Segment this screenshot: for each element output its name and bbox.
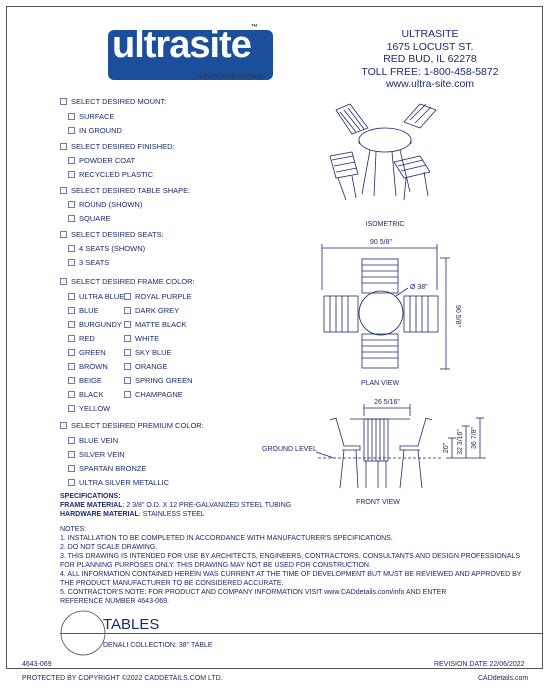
logo-tm: ™ bbox=[250, 24, 257, 31]
logo-word-ultra: ultra bbox=[112, 24, 190, 66]
color-beige[interactable]: BEIGE bbox=[68, 376, 102, 385]
option-square[interactable]: SQUARE bbox=[68, 214, 111, 223]
notes-header: NOTES: bbox=[60, 526, 87, 533]
color-white[interactable]: WHITE bbox=[124, 334, 159, 343]
color-orange[interactable]: ORANGE bbox=[124, 362, 168, 371]
specs-header: SPECIFICATIONS: bbox=[60, 493, 121, 500]
company-web[interactable]: www.ultra-site.com bbox=[385, 78, 475, 90]
option-powder-coat[interactable]: POWDER COAT bbox=[68, 156, 135, 165]
plan-view-label: PLAN VIEW bbox=[360, 380, 400, 387]
frame-color-header[interactable]: SELECT DESIRED FRAME COLOR: bbox=[60, 277, 195, 286]
isometric-label: ISOMETRIC bbox=[365, 221, 405, 228]
spec-hardware: HARDWARE MATERIAL: STAINLESS STEEL bbox=[60, 511, 205, 518]
plan-diameter-dim: Ø 38" bbox=[410, 284, 428, 291]
ground-level-label: GROUND LEVEL bbox=[262, 446, 317, 453]
caddetails-link[interactable]: CADdetails.com bbox=[478, 675, 529, 682]
color-black[interactable]: BLACK bbox=[68, 390, 104, 399]
mount-header[interactable]: SELECT DESIRED MOUNT: bbox=[60, 97, 166, 106]
front-height-20: 20" bbox=[443, 442, 450, 454]
premium-ultra-silver-metallic[interactable]: ULTRA SILVER METALLIC bbox=[68, 478, 169, 487]
option-in-ground[interactable]: IN GROUND bbox=[68, 126, 122, 135]
color-champagne[interactable]: CHAMPAGNE bbox=[124, 390, 183, 399]
front-height-32: 32 3/16" bbox=[457, 429, 464, 455]
plan-width-dim: 90 5/8" bbox=[370, 239, 392, 246]
note-line: 2. DO NOT SCALE DRAWING. bbox=[60, 544, 158, 551]
premium-blue-vein[interactable]: BLUE VEIN bbox=[68, 436, 118, 445]
plan-view-drawing bbox=[322, 244, 450, 369]
revision-date: REVISION DATE 22/06/2022 bbox=[434, 661, 525, 668]
drawing-title: TABLES bbox=[103, 616, 160, 633]
color-spring-green[interactable]: SPRING GREEN bbox=[124, 376, 193, 385]
note-line: 1. INSTALLATION TO BE COMPLETED IN ACCORDANCE WITH MANUFACTURER'S SPECIFICATIONS. bbox=[60, 535, 393, 542]
premium-color-header[interactable]: SELECT DESIRED PREMIUM COLOR: bbox=[60, 421, 204, 430]
logo-word-site: site bbox=[189, 24, 251, 66]
company-address2: RED BUD, IL 62278 bbox=[383, 53, 477, 65]
reference-number: 4643-069 bbox=[22, 661, 52, 668]
option-3-seats[interactable]: 3 SEATS bbox=[68, 258, 109, 267]
plan-height-dim: 90 5/8" bbox=[454, 305, 461, 327]
front-view-label: FRONT VIEW bbox=[356, 499, 400, 506]
premium-silver-vein[interactable]: SILVER VEIN bbox=[68, 450, 125, 459]
option-surface[interactable]: SURFACE bbox=[68, 112, 114, 121]
company-name: ULTRASITE bbox=[401, 28, 459, 40]
copyright-text: PROTECTED BY COPYRIGHT ©2022 CADDETAILS.COM LTD. bbox=[22, 675, 223, 682]
note-line: FOR PLANNING PURPOSES ONLY. THIS DRAWING MAY NOT BE USED FOR CONSTRUCTION. bbox=[60, 562, 371, 569]
note-line: 5. CONTRACTOR'S NOTE: FOR PRODUCT AND COMPANY INFORMATION VISIT www.CADdetails.com/info AND ENTER bbox=[60, 589, 447, 596]
company-address1: 1675 LOCUST ST. bbox=[386, 40, 474, 53]
title-divider bbox=[60, 633, 543, 634]
color-matte-black[interactable]: MATTE BLACK bbox=[124, 320, 187, 329]
shape-header[interactable]: SELECT DESIRED TABLE SHAPE: bbox=[60, 186, 190, 195]
isometric-drawing bbox=[330, 104, 436, 200]
seats-header[interactable]: SELECT DESIRED SEATS: bbox=[60, 230, 164, 239]
color-dark-grey[interactable]: DARK GREY bbox=[124, 306, 179, 315]
company-phone: TOLL FREE: 1-800-458-5872 bbox=[361, 65, 499, 78]
option-round[interactable]: ROUND (SHOWN) bbox=[68, 200, 142, 209]
color-sky-blue[interactable]: SKY BLUE bbox=[124, 348, 172, 357]
color-royal-purple[interactable]: ROYAL PURPLE bbox=[124, 292, 192, 301]
note-line: THE PRODUCT MANUFACTURER TO BE CONSIDERED ACCURATE. bbox=[60, 580, 284, 587]
color-red[interactable]: RED bbox=[68, 334, 95, 343]
premium-spartan-bronze[interactable]: SPARTAN BRONZE bbox=[68, 464, 147, 473]
option-recycled-plastic[interactable]: RECYCLED PLASTIC bbox=[68, 170, 153, 179]
option-4-seats[interactable]: 4 SEATS (SHOWN) bbox=[68, 244, 145, 253]
front-height-36: 36 7/8" bbox=[471, 427, 478, 449]
color-green[interactable]: GREEN bbox=[68, 348, 106, 357]
color-brown[interactable]: BROWN bbox=[68, 362, 108, 371]
note-line: 3. THIS DRAWING IS INTENDED FOR USE BY ARCHITECTS, ENGINEERS, CONTRACTORS, CONSULTANTS AND DESIGN PROFESSIONALS bbox=[60, 553, 520, 560]
spec-frame: FRAME MATERIAL: 2 3/8" O.D. X 12 PRE-GALVANIZED STEEL TUBING bbox=[60, 502, 292, 509]
drawing-subtitle: DENALI COLLECTION: 38" TABLE bbox=[103, 642, 213, 649]
note-line: REFERENCE NUMBER 4643-069. bbox=[60, 598, 169, 605]
finish-header[interactable]: SELECT DESIRED FINISHED: bbox=[60, 142, 175, 151]
note-line: 4. ALL INFORMATION CONTAINED HEREIN WAS CURRENT AT THE TIME OF DEVELOPMENT BUT MUST BE REVIEWED AND APPROVED BY bbox=[60, 571, 522, 578]
color-ultra-blue[interactable]: ULTRA BLUE bbox=[68, 292, 124, 301]
color-blue[interactable]: BLUE bbox=[68, 306, 99, 315]
front-width-dim: 26 5/16" bbox=[374, 399, 400, 406]
color-burgundy[interactable]: BURGUNDY bbox=[68, 320, 122, 329]
color-yellow[interactable]: YELLOW bbox=[68, 404, 110, 413]
logo-tagline: A PLAYCORE Company bbox=[198, 74, 263, 80]
